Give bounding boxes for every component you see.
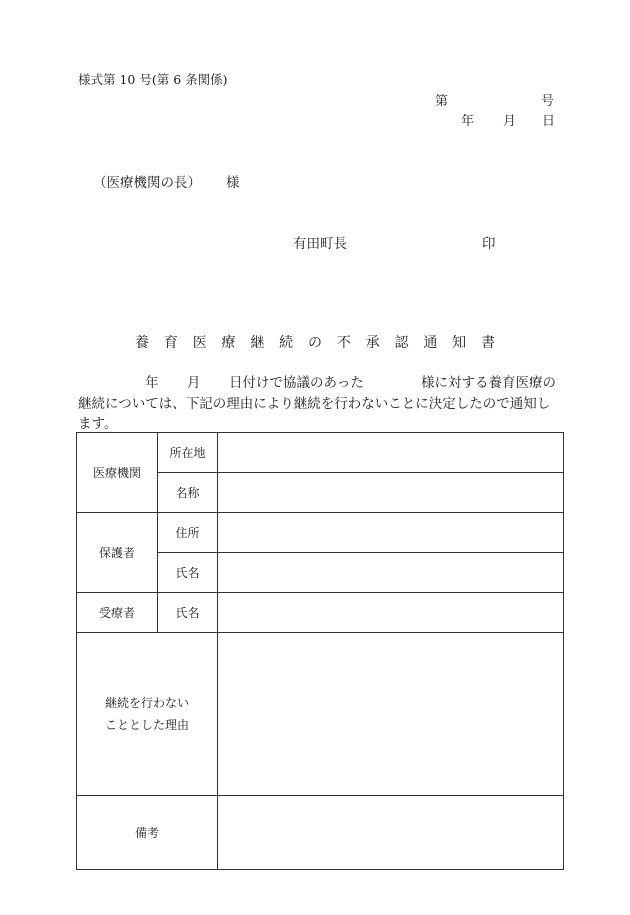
form-number: 様式第 10 号(第 6 条関係) <box>78 72 228 87</box>
guardian-name-field[interactable] <box>218 553 564 593</box>
title-char: 通 <box>423 335 438 351</box>
body-year: 年 <box>145 375 159 391</box>
patient-name-field[interactable] <box>218 593 564 633</box>
title-char: 書 <box>480 335 495 351</box>
addressee-honorific: 様 <box>226 175 240 191</box>
guardian-label: 保護者 <box>77 513 158 593</box>
body-line-2-text: 継続については、下記の理由により継続を行わないことに決定したので通知し <box>78 395 551 412</box>
title-char: 知 <box>452 335 467 351</box>
reason-label-line1: 継続を行わない <box>104 696 189 710</box>
notice-body <box>78 373 563 435</box>
institution-name-field[interactable] <box>218 473 564 513</box>
title-char: 続 <box>279 335 294 351</box>
reason-field[interactable] <box>218 633 564 796</box>
body-line-2 <box>78 394 563 415</box>
title-char: 養 <box>135 335 150 351</box>
date-year: 年 <box>461 114 475 129</box>
medical-institution-label: 医療機関 <box>77 433 158 513</box>
notice-form-table <box>76 432 564 870</box>
title-char: 認 <box>394 335 409 351</box>
address-label: 住所 <box>158 513 218 553</box>
guardian-address-field[interactable] <box>218 513 564 553</box>
title-char: の <box>308 335 322 351</box>
number-suffix: 号 <box>541 94 555 109</box>
remarks-field[interactable] <box>218 796 564 870</box>
sender-name: 有田町長 <box>293 236 347 252</box>
title-char: 育 <box>163 335 178 351</box>
location-label: 所在地 <box>158 433 218 473</box>
patient-label: 受療者 <box>77 593 158 633</box>
title-char: 療 <box>221 335 236 351</box>
addressee-name: （医療機関の長） <box>93 175 201 191</box>
title-char: 不 <box>336 335 351 351</box>
date-day: 日 <box>542 114 556 129</box>
remarks-label: 備考 <box>77 796 218 870</box>
reason-label <box>77 633 218 796</box>
reason-label-line2: こととした理由 <box>104 718 189 732</box>
title-char: 承 <box>365 335 380 351</box>
title-char: 医 <box>192 335 207 351</box>
sender-seal: 印 <box>482 236 496 252</box>
title-char: 継 <box>250 335 265 351</box>
number-prefix: 第 <box>435 94 449 109</box>
body-patient-ref: 様に対する養育医療の <box>421 375 556 391</box>
location-field[interactable] <box>218 433 564 473</box>
body-line-1 <box>78 373 563 394</box>
body-line-3-text: ます。 <box>78 416 118 432</box>
date-month: 月 <box>503 114 517 129</box>
body-month: 月 <box>187 375 201 391</box>
patient-name-label: 氏名 <box>158 593 218 633</box>
institution-name-label: 名称 <box>158 473 218 513</box>
guardian-name-label: 氏名 <box>158 553 218 593</box>
document-title <box>0 332 630 352</box>
body-consulted: 日付けで協議のあった <box>229 375 364 391</box>
